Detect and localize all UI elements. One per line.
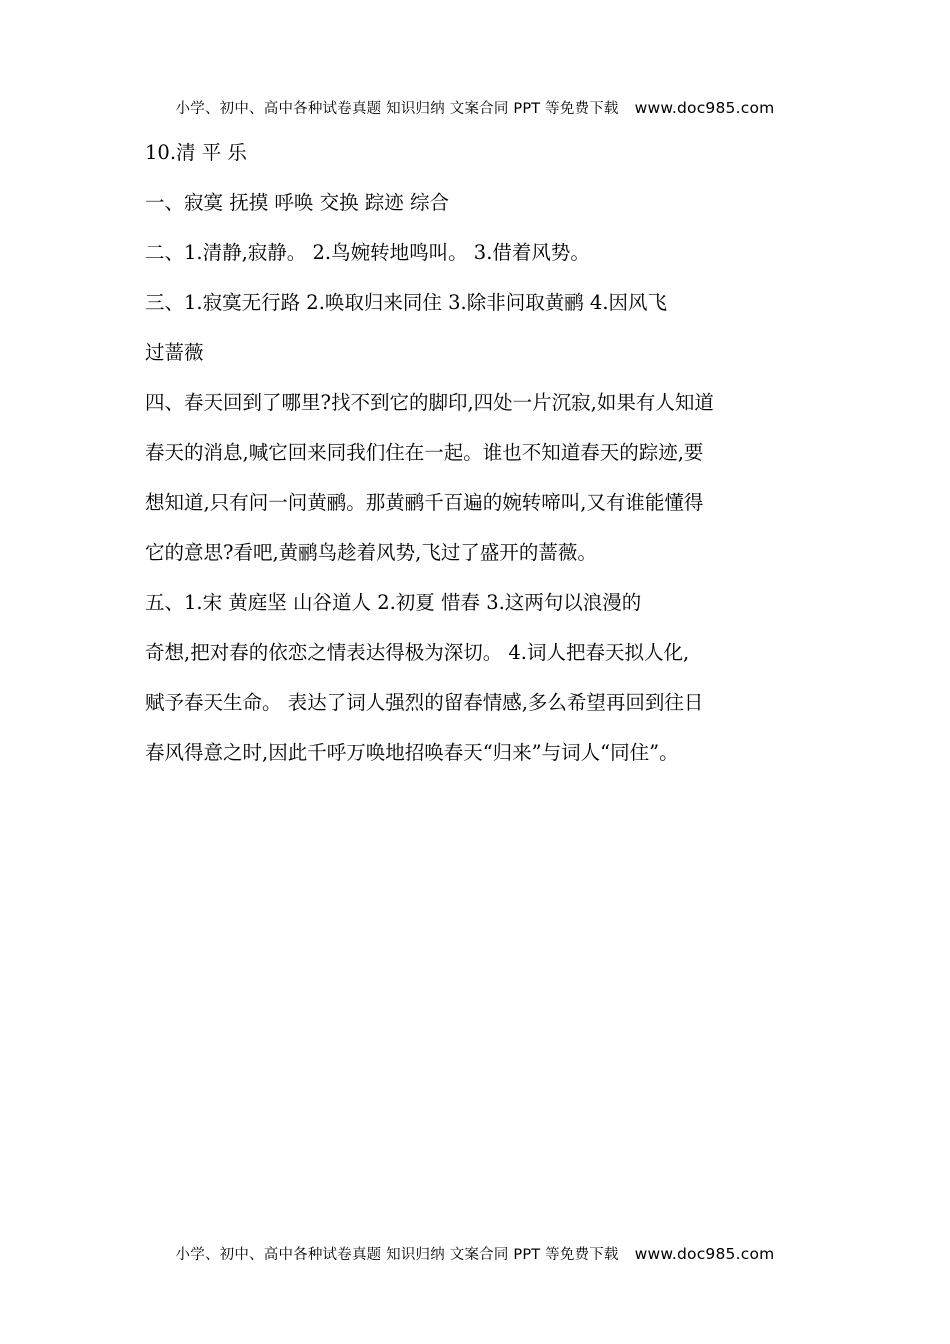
- header-banner-url[interactable]: www.doc985.com: [634, 99, 775, 117]
- answer-line: 它的意思?看吧,黄鹂鸟趁着风势,飞过了盛开的蔷薇。: [145, 541, 597, 564]
- answer-line: 想知道,只有问一问黄鹂。那黄鹂千百遍的婉转啼叫,又有谁能懂得: [145, 491, 704, 514]
- footer-banner-text: 小学、初中、高中各种试卷真题 知识归纳 文案合同 PPT 等免费下载: [175, 1247, 619, 1263]
- answer-line: 二、1.清静,寂静。 2.鸟婉转地鸣叫。 3.借着风势。: [145, 241, 590, 264]
- answer-line: 赋予春天生命。 表达了词人强烈的留春情感,多么希望再回到往日: [145, 691, 704, 714]
- answer-line: 春天的消息,喊它回来同我们住在一起。谁也不知道春天的踪迹,要: [145, 441, 704, 464]
- answer-line: 四、春天回到了哪里?找不到它的脚印,四处一片沉寂,如果有人知道: [145, 391, 714, 414]
- header-banner-text: 小学、初中、高中各种试卷真题 知识归纳 文案合同 PPT 等免费下载: [175, 101, 619, 117]
- answer-line: 五、1.宋 黄庭坚 山谷道人 2.初夏 惜春 3.这两句以浪漫的: [145, 591, 642, 614]
- footer-banner-url[interactable]: www.doc985.com: [634, 1245, 775, 1263]
- answer-line: 一、寂寞 抚摸 呼唤 交换 踪迹 综合: [145, 191, 449, 214]
- footer-banner: [0, 1243, 950, 1264]
- document-title: 10.清 平 乐: [145, 141, 247, 164]
- answer-line: 三、1.寂寞无行路 2.唤取归来同住 3.除非问取黄鹂 4.因风飞: [145, 291, 668, 314]
- document-body: [145, 128, 810, 778]
- answer-line: 过蔷薇: [145, 341, 204, 364]
- answer-line: 春风得意之时,因此千呼万唤地招唤春天“归来”与词人“同住”。: [145, 741, 679, 764]
- header-banner: [0, 97, 950, 118]
- answer-line: 奇想,把对春的依恋之情表达得极为深切。 4.词人把春天拟人化,: [145, 641, 690, 664]
